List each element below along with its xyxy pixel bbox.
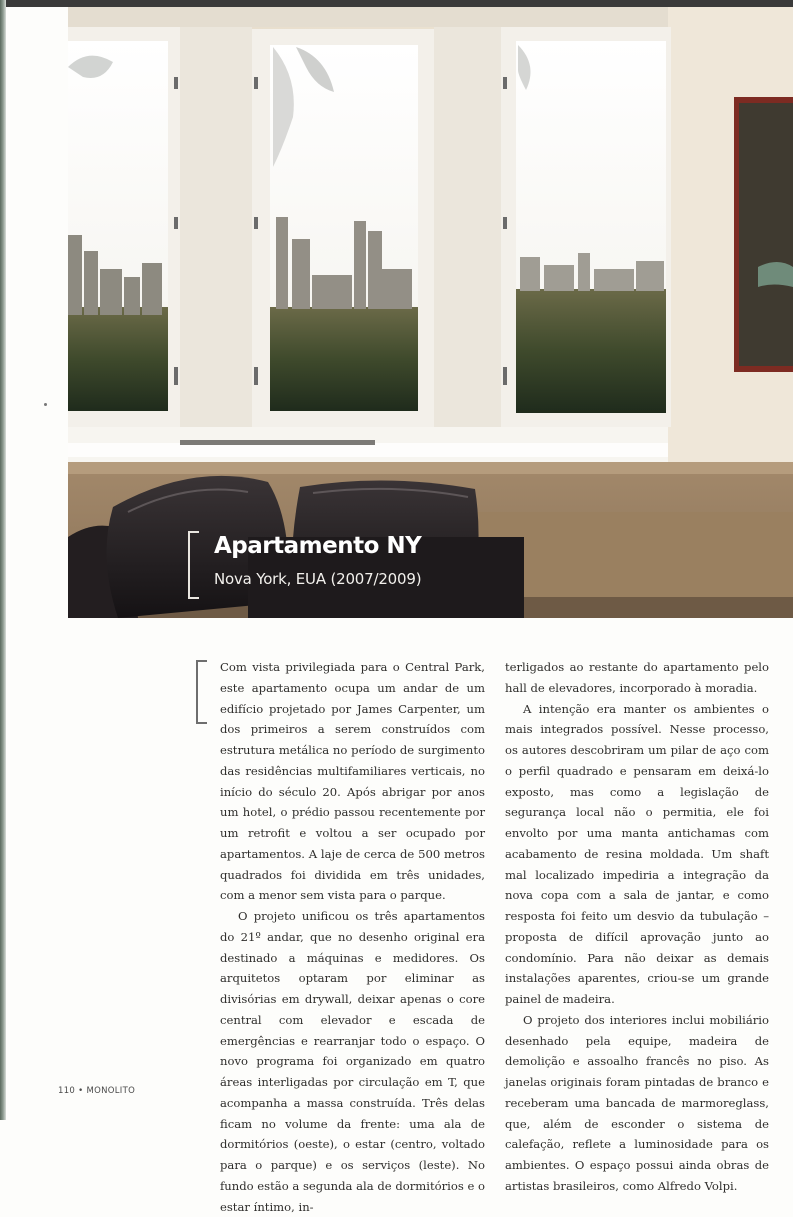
project-title: Apartamento NY <box>214 533 422 559</box>
opening-bracket <box>196 660 207 724</box>
scan-edge-left <box>0 0 6 1120</box>
caption-bracket <box>188 531 199 599</box>
paragraph: Com vista privilegiada para o Central Park, este apartamento ocupa um andar de um edifício projetado por James Carpenter, um dos primeiros a serem construídos com estrutura metálica no período de surgimento das residências multifamiliares verticais, no início do século 20. Após abrigar por anos um hotel, o prédio passou recentemente por um retrofit e voltou a ser ocupado por apartamentos. A laje de cerca de 500 metros quadrados foi dividida em três unidades, com a menor sem vista para o parque. <box>220 660 485 903</box>
paragraph: O projeto unificou os três apartamentos do 21º andar, que no desenho original era destinado a máquinas e medidores. Os arquitetos optaram por eliminar as divisórias em drywall, deixar apenas o core central com elevador e escada de emergências e rearranjar todo o espaço. O novo programa foi organizado em quatro áreas interligadas por circulação em T, que acompanha a massa construída. Três delas ficam no volume da frente: uma ala de dormitórios (oeste), o estar (centro, voltado para o parque) e os serviços (leste). No fundo estão a segunda ala de dormitórios e o estar íntimo, in- <box>220 909 486 1214</box>
paragraph: terligados ao restante do apartamento pelo hall de elevadores, incorporado à moradia. <box>505 660 769 695</box>
article-column-1 <box>220 657 485 1217</box>
photo-caption <box>188 527 488 597</box>
scan-edge-top <box>0 0 793 7</box>
page-number: 110 <box>58 1086 76 1096</box>
page-folio <box>58 1086 135 1096</box>
folio-separator: • <box>78 1086 84 1096</box>
paragraph: A intenção era manter os ambientes o mais integrados possível. Nesse processo, os autores descobriram um pilar de aço com o perfil quadrado e pensaram em deixá-lo exposto, mas como a legislação de segurança local não o permitia, ele foi envolto por uma manta antichamas com acabamento de resina moldada. Um shaft mal localizado impediria a integração da nova copa com a sala de jantar, e como resposta foi feito um desvio da tubulação – proposta de difícil aprovação junto ao condomínio. Para não deixar as demais instalações aparentes, criou-se um grande painel de madeira. <box>505 701 769 1006</box>
paragraph: O projeto dos interiores inclui mobiliário desenhado pela equipe, madeira de demolição e assoalho francês no piso. As janelas originais foram pintadas de branco e receberam uma bancada de marmoreglass, que, além de esconder o sistema de calefação, reflete a luminosidade para os ambientes. O espaço possui ainda obras de artistas brasileiros, como Alfredo Volpi. <box>505 1012 769 1193</box>
project-location-dates: Nova York, EUA (2007/2009) <box>214 570 422 588</box>
scan-speck <box>44 403 47 406</box>
magazine-name: MONOLITO <box>86 1086 136 1096</box>
article-column-2 <box>505 657 769 1197</box>
